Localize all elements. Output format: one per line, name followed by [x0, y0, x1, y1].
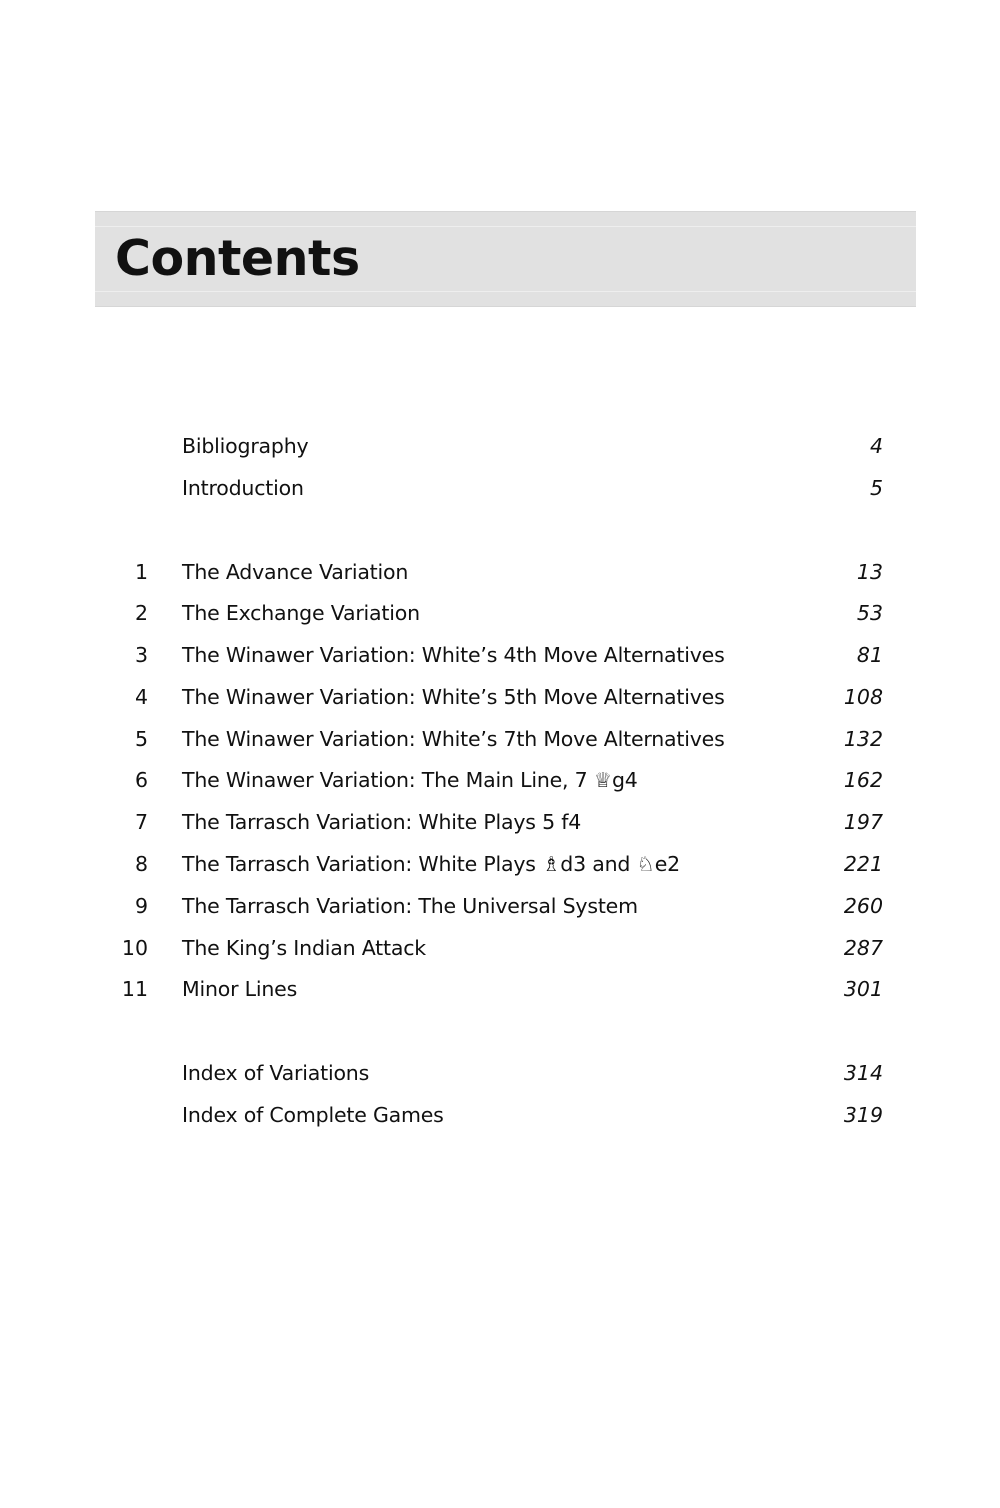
toc-entry-title: The Winawer Variation: The Main Line, 7 ♕g4: [182, 768, 638, 792]
toc-entry-number: 6: [134, 768, 148, 792]
page-title: Contents: [115, 230, 360, 287]
toc-entry-chapter-9[interactable]: [0, 890, 1000, 922]
toc-entry-number: 3: [134, 643, 148, 667]
toc-entry-page: 319: [843, 1103, 883, 1127]
toc-entry-page: 108: [843, 685, 883, 709]
toc-entry-number: 7: [134, 810, 148, 834]
toc-entry-title: The Winawer Variation: White’s 5th Move Alternatives: [182, 685, 725, 709]
toc-entry-title: Introduction: [182, 476, 304, 500]
toc-entry-page: 287: [843, 936, 883, 960]
toc-entry-page: 5: [869, 476, 883, 500]
toc-entry-chapter-4[interactable]: [0, 681, 1000, 713]
toc-entry-index-of-variations[interactable]: [0, 1057, 1000, 1089]
toc-entry-title: The Winawer Variation: White’s 4th Move Alternatives: [182, 643, 725, 667]
title-band: [95, 211, 916, 307]
toc-entry-chapter-3[interactable]: [0, 639, 1000, 671]
toc-entry-number: 8: [134, 852, 148, 876]
toc-entry-chapter-10[interactable]: [0, 932, 1000, 964]
toc-entry-introduction[interactable]: [0, 472, 1000, 504]
toc-entry-title: The Tarrasch Variation: The Universal System: [182, 894, 638, 918]
toc-entry-page: 13: [856, 560, 883, 584]
toc-entry-page: 221: [843, 852, 883, 876]
toc-entry-page: 4: [869, 434, 883, 458]
toc-entry-title: Index of Variations: [182, 1061, 370, 1085]
toc-entry-chapter-6[interactable]: [0, 764, 1000, 796]
toc-entry-title: The King’s Indian Attack: [182, 936, 426, 960]
toc-entry-number: 9: [134, 894, 148, 918]
toc-entry-number: 1: [134, 560, 148, 584]
toc-entry-page: 81: [856, 643, 883, 667]
toc-entry-number: 11: [121, 977, 148, 1001]
toc-entry-chapter-1[interactable]: [0, 556, 1000, 588]
toc-entry-number: 2: [134, 601, 148, 625]
toc-entry-number: 4: [134, 685, 148, 709]
toc-entry-chapter-2[interactable]: [0, 597, 1000, 629]
toc-entry-chapter-11[interactable]: [0, 973, 1000, 1005]
toc-entry-title: The Exchange Variation: [182, 601, 420, 625]
toc-entry-chapter-5[interactable]: [0, 723, 1000, 755]
toc-entry-chapter-8[interactable]: [0, 848, 1000, 880]
toc-entry-page: 132: [843, 727, 883, 751]
toc-entry-title: The Tarrasch Variation: White Plays ♗d3 and ♘e2: [182, 852, 680, 876]
toc-entry-page: 260: [843, 894, 883, 918]
toc-entry-title: Bibliography: [182, 434, 309, 458]
toc-entry-page: 314: [843, 1061, 883, 1085]
toc-entry-index-of-complete-games[interactable]: [0, 1099, 1000, 1131]
toc-entry-page: 53: [856, 601, 883, 625]
toc-entry-number: 10: [121, 936, 148, 960]
toc-entry-number: 5: [134, 727, 148, 751]
toc-entry-title: The Winawer Variation: White’s 7th Move Alternatives: [182, 727, 725, 751]
toc-entry-bibliography[interactable]: [0, 430, 1000, 462]
toc-entry-page: 162: [843, 768, 883, 792]
toc-entry-chapter-7[interactable]: [0, 806, 1000, 838]
toc-entry-title: Minor Lines: [182, 977, 298, 1001]
toc-entry-title: Index of Complete Games: [182, 1103, 444, 1127]
toc-entry-page: 197: [843, 810, 883, 834]
toc-entry-page: 301: [843, 977, 883, 1001]
toc-entry-title: The Tarrasch Variation: White Plays 5 f4: [182, 810, 582, 834]
toc-entry-title: The Advance Variation: [182, 560, 409, 584]
